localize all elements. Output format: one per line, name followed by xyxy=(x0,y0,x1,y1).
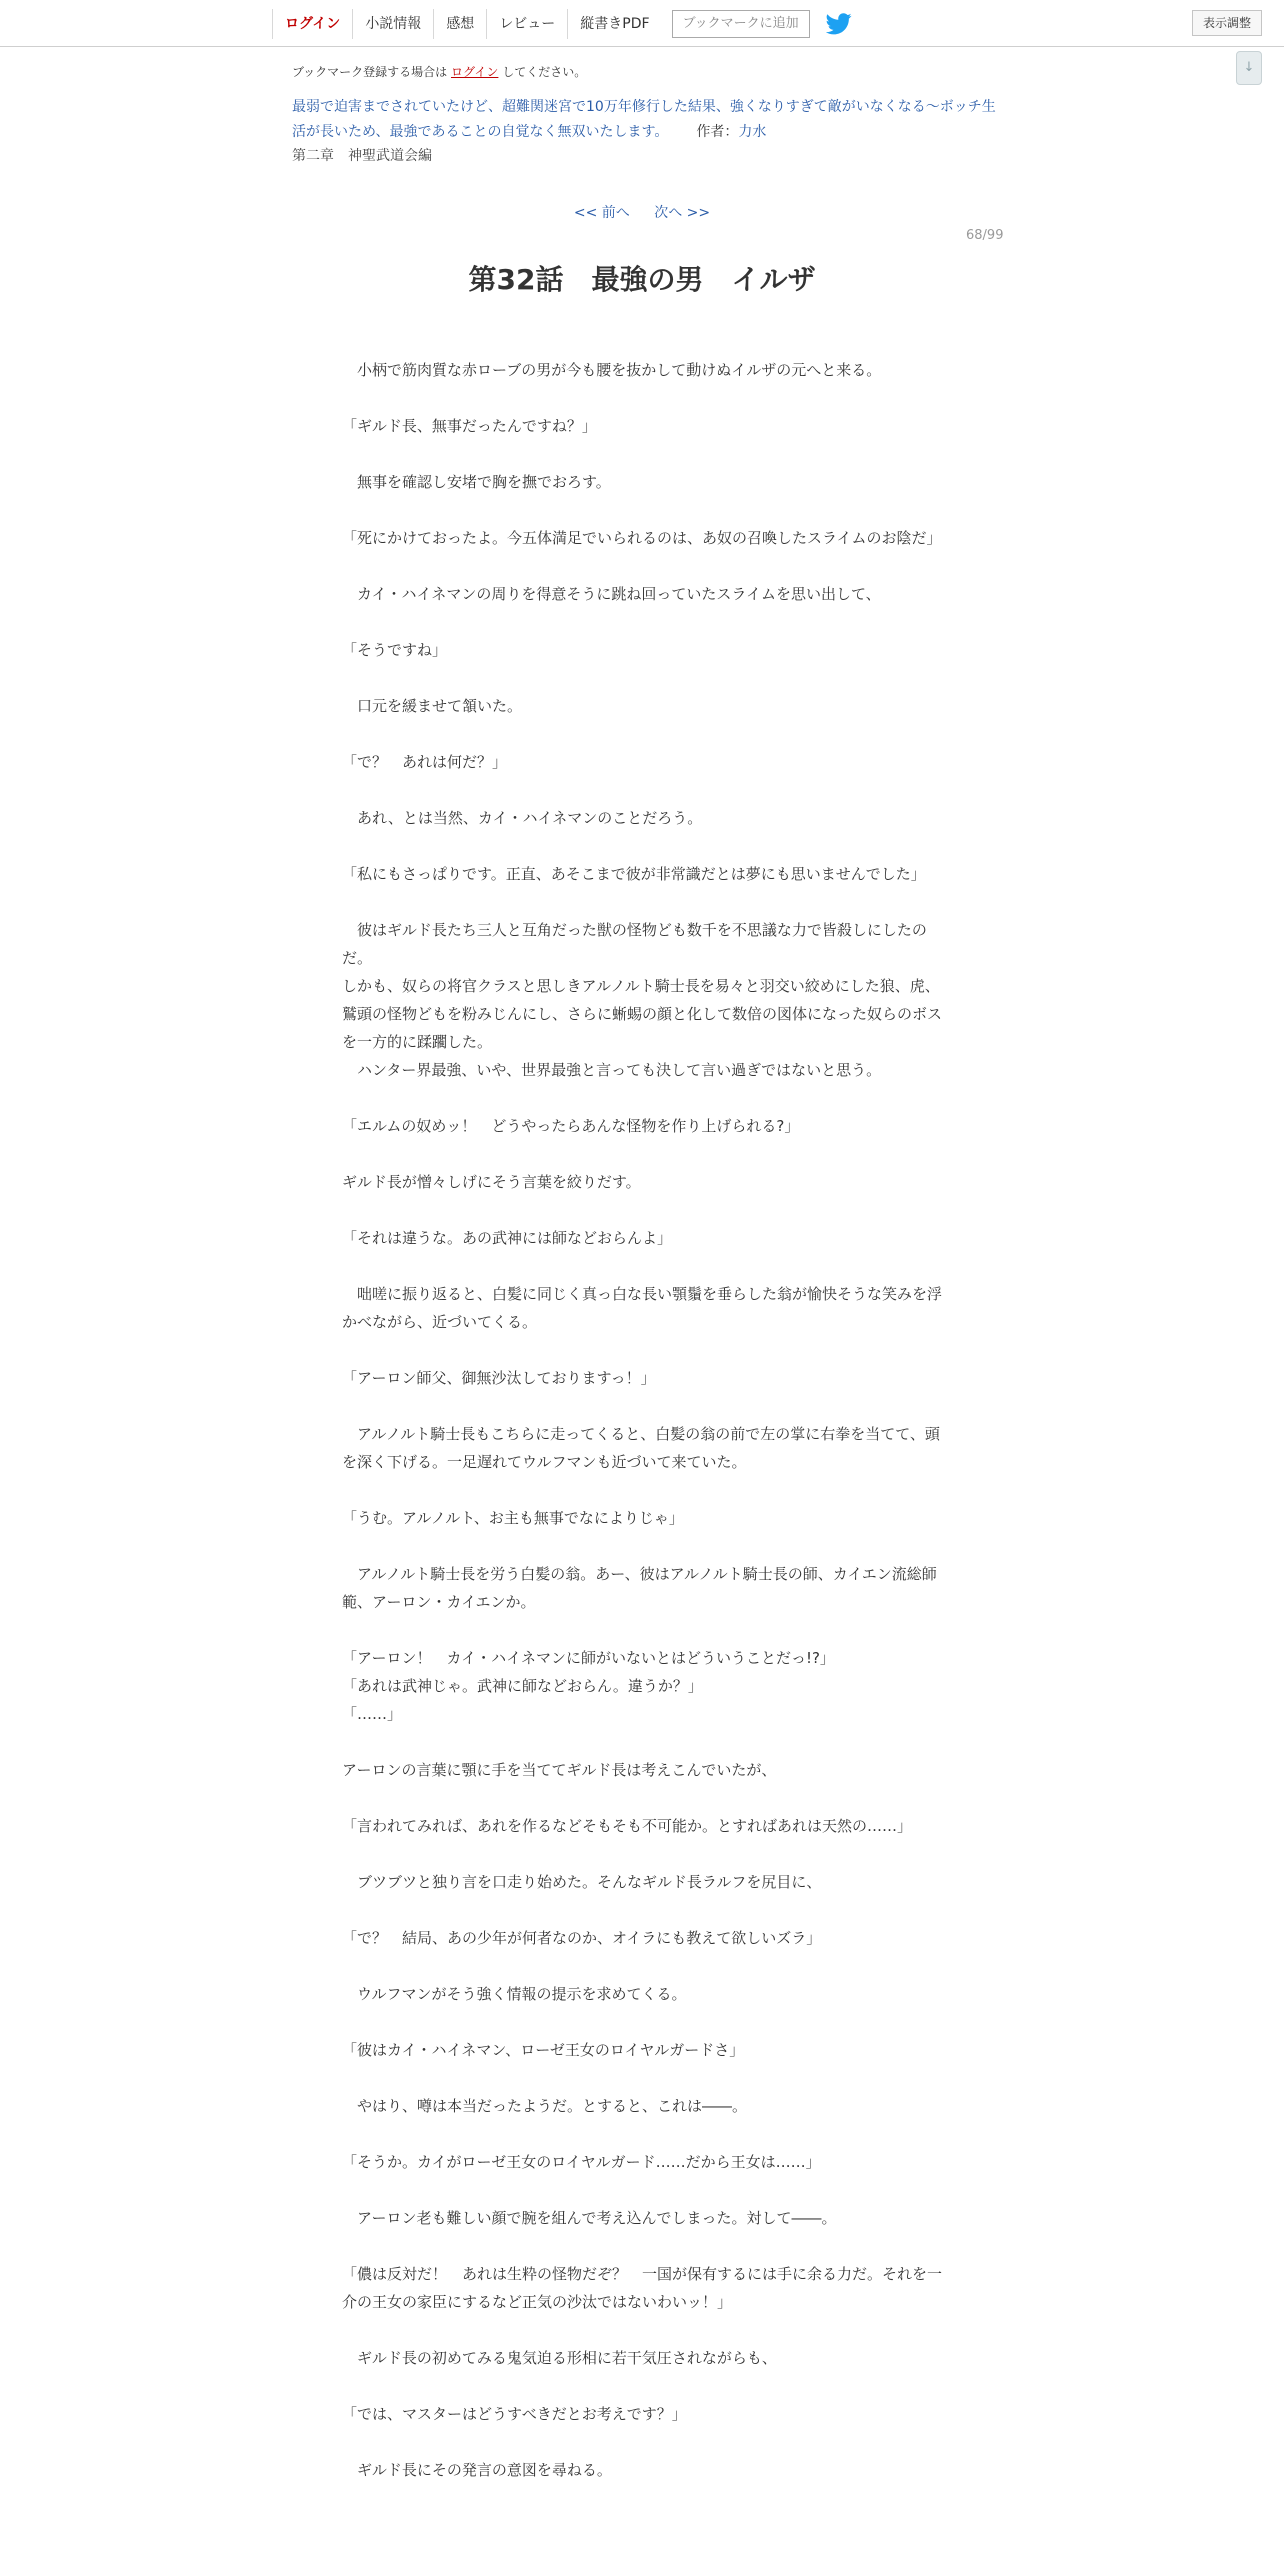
body-paragraph xyxy=(342,888,942,916)
body-paragraph: 「私にもさっぱりです。正直、あそこまで彼が非常識だとは夢にも思いませんでした」 xyxy=(342,865,926,883)
login-link[interactable]: ログイン xyxy=(272,9,352,39)
episode-title: 第32話 最強の男 イルザ xyxy=(468,263,816,296)
body-paragraph: 「アーロン師父、御無沙汰しておりますっ！」 xyxy=(342,1369,656,1387)
top-navigation-bar xyxy=(0,0,1284,47)
body-paragraph: ブツブツと独り言を口走り始めた。そんなギルド長ラルフを尻目に、 xyxy=(342,1873,822,1891)
prev-episode-link[interactable]: << 前へ xyxy=(573,205,630,221)
body-paragraph xyxy=(342,832,942,860)
vertical-pdf-link[interactable]: 縦書きPDF xyxy=(567,9,661,39)
body-paragraph xyxy=(342,2316,942,2344)
body-paragraph: 「……」 xyxy=(342,1705,403,1723)
body-paragraph xyxy=(342,2176,942,2204)
bookmark-notice-prefix: ブックマーク登録する場合は xyxy=(292,65,448,79)
series-title-link[interactable]: 最弱で迫害までされていたけど、超難関迷宮で10万年修行した結果、強くなりすぎて敵がいなくなる～ボッチ生活が長いため、最強であることの自覚なく無双いたします。 xyxy=(292,99,996,140)
body-paragraph: やはり、噂は本当だったようだ。とすると、これは――。 xyxy=(342,2097,748,2115)
body-paragraph: 「うむ。アルノルト、お主も無事でなによりじゃ」 xyxy=(342,1509,684,1527)
body-paragraph: アルノルト騎士長を労う白髪の翁。あー、彼はアルノルト騎士長の師、カイエン流総師範、アーロン・カイエンか。 xyxy=(342,1565,937,1611)
body-paragraph: 「では、マスターはどうすべきだとお考えです？」 xyxy=(342,2405,687,2423)
body-paragraph: 「あれは武神じゃ。武神に師などおらん。違うか？」 xyxy=(342,1677,703,1695)
body-paragraph: しかも、奴らの将官クラスと思しきアルノルト騎士長を易々と羽交い絞めにした狼、虎、鷲頭の怪物どもを粉みじんにし、さらに蜥蜴の顔と化して数倍の図体になった奴らのボスを一方的に蹂躙した。 xyxy=(342,977,943,1051)
body-paragraph: アーロンの言葉に顎に手を当ててギルド長は考えこんでいたが、 xyxy=(342,1761,777,1779)
body-paragraph xyxy=(342,1336,942,1364)
body-paragraph: 「アーロン！ カイ・ハイネマンに師がいないとはどういうことだっ!?」 xyxy=(342,1649,835,1667)
body-paragraph xyxy=(342,496,942,524)
body-paragraph xyxy=(342,1896,942,1924)
body-paragraph xyxy=(342,2232,942,2260)
body-paragraph xyxy=(342,1616,942,1644)
body-paragraph xyxy=(342,1140,942,1168)
body-paragraph: 彼はギルド長たち三人と互角だった獣の怪物ども数千を不思議な力で皆殺しにしたのだ。 xyxy=(342,921,927,967)
body-paragraph xyxy=(342,1784,942,1812)
add-bookmark-button[interactable]: ブックマークに追加 xyxy=(672,10,810,38)
twitter-bird-icon[interactable] xyxy=(826,13,852,35)
author-label: 作者： xyxy=(696,124,739,140)
body-paragraph xyxy=(342,1840,942,1868)
body-paragraph: ギルド長が憎々しげにそう言葉を絞りだす。 xyxy=(342,1173,641,1191)
body-paragraph xyxy=(342,664,942,692)
impressions-link[interactable]: 感想 xyxy=(433,9,486,39)
novel-info-link[interactable]: 小説情報 xyxy=(352,9,433,39)
author-link[interactable]: 力水 xyxy=(738,124,767,140)
body-paragraph: ギルド長の初めてみる鬼気迫る形相に若干気圧されながらも、 xyxy=(342,2349,777,2367)
body-paragraph xyxy=(342,2064,942,2092)
next-episode-link[interactable]: 次へ >> xyxy=(654,205,711,221)
chapter-name: 第二章 神聖武道会編 xyxy=(292,148,432,164)
body-paragraph: ギルド長にその発言の意図を尋ねる。 xyxy=(342,2461,612,2479)
body-paragraph xyxy=(342,2008,942,2036)
body-paragraph xyxy=(342,608,942,636)
body-paragraph xyxy=(342,440,942,468)
body-paragraph xyxy=(342,720,942,748)
body-paragraph xyxy=(342,1476,942,1504)
body-paragraph: 「言われてみれば、あれを作るなどそもそも不可能か。とすればあれは天然の……」 xyxy=(342,1817,913,1835)
body-paragraph: 「で？ あれは何だ？」 xyxy=(342,753,508,771)
main-nav xyxy=(272,8,852,40)
display-settings-button[interactable]: 表示調整 xyxy=(1192,10,1262,36)
body-paragraph xyxy=(342,2428,942,2456)
body-paragraph: 無事を確認し安堵で胸を撫でおろす。 xyxy=(342,473,611,491)
body-paragraph: 「死にかけておったよ。今五体満足でいられるのは、あ奴の召喚したスライムのお陰だ」 xyxy=(342,529,942,547)
bookmark-notice xyxy=(292,63,586,80)
body-paragraph xyxy=(342,1952,942,1980)
episode-page-count: 68/99 xyxy=(966,228,1004,243)
body-paragraph: 「そうか。カイがローゼ王女のロイヤルガード……だから王女は……」 xyxy=(342,2153,821,2171)
body-paragraph: カイ・ハイネマンの周りを得意そうに跳ね回っていたスライムを思い出して、 xyxy=(342,585,881,603)
bookmark-notice-suffix: してください。 xyxy=(502,65,587,79)
review-link[interactable]: レビュー xyxy=(486,9,567,39)
body-paragraph: 「ギルド長、無事だったんですね？」 xyxy=(342,417,597,435)
body-paragraph: あれ、とは当然、カイ・ハイネマンのことだろう。 xyxy=(342,809,703,827)
body-paragraph: アーロン老も難しい顔で腕を組んで考え込んでしまった。対して――。 xyxy=(342,2209,837,2227)
body-paragraph: ハンター界最強、いや、世界最強と言っても決して言い過ぎではないと思う。 xyxy=(342,1061,882,1079)
body-paragraph xyxy=(342,776,942,804)
body-paragraph xyxy=(342,552,942,580)
body-paragraph: アルノルト騎士長もこちらに走ってくると、白髪の翁の前で左の掌に右拳を当てて、頭を深く下げる。一足遅れてウルフマンも近づいて来ていた。 xyxy=(342,1425,940,1471)
bookmark-notice-login-link[interactable]: ログイン xyxy=(451,65,499,79)
body-paragraph: 口元を緩ませて頷いた。 xyxy=(342,697,523,715)
series-title-block xyxy=(292,95,1002,145)
body-paragraph xyxy=(342,1728,942,1756)
novel-body-text xyxy=(342,356,942,2484)
body-paragraph xyxy=(342,384,942,412)
body-paragraph: 「彼はカイ・ハイネマン、ローゼ王女のロイヤルガードさ」 xyxy=(342,2041,745,2059)
body-paragraph xyxy=(342,1252,942,1280)
body-paragraph xyxy=(342,1392,942,1420)
body-paragraph xyxy=(342,1084,942,1112)
body-paragraph xyxy=(342,2372,942,2400)
body-paragraph: 「儂は反対だ！ あれは生粋の怪物だぞ？ 一国が保有するには手に余る力だ。それを一介の王女の家臣にするなど正気の沙汰ではないわいッ！」 xyxy=(342,2265,943,2311)
body-paragraph: 「そうですね」 xyxy=(342,641,448,659)
body-paragraph: 「それは違うな。あの武神には師などおらんよ」 xyxy=(342,1229,673,1247)
body-paragraph xyxy=(342,1196,942,1224)
body-paragraph: 「で？ 結局、あの少年が何者なのか、オイラにも教えて欲しいズラ」 xyxy=(342,1929,822,1947)
body-paragraph xyxy=(342,1532,942,1560)
episode-pager xyxy=(0,202,1284,222)
body-paragraph: 小柄で筋肉質な赤ローブの男が今も腰を抜かして動けぬイルザの元へと来る。 xyxy=(342,361,882,379)
body-paragraph: 「エルムの奴めッ！ どうやったらあんな怪物を作り上げられる?」 xyxy=(342,1117,800,1135)
scroll-down-arrow-icon[interactable]: ↓ xyxy=(1236,51,1262,85)
body-paragraph: 咄嗟に振り返ると、白髪に同じく真っ白な長い顎鬚を垂らした翁が愉快そうな笑みを浮かべながら、近づいてくる。 xyxy=(342,1285,943,1331)
body-paragraph: ウルフマンがそう強く情報の提示を求めてくる。 xyxy=(342,1985,687,2003)
body-paragraph xyxy=(342,2120,942,2148)
